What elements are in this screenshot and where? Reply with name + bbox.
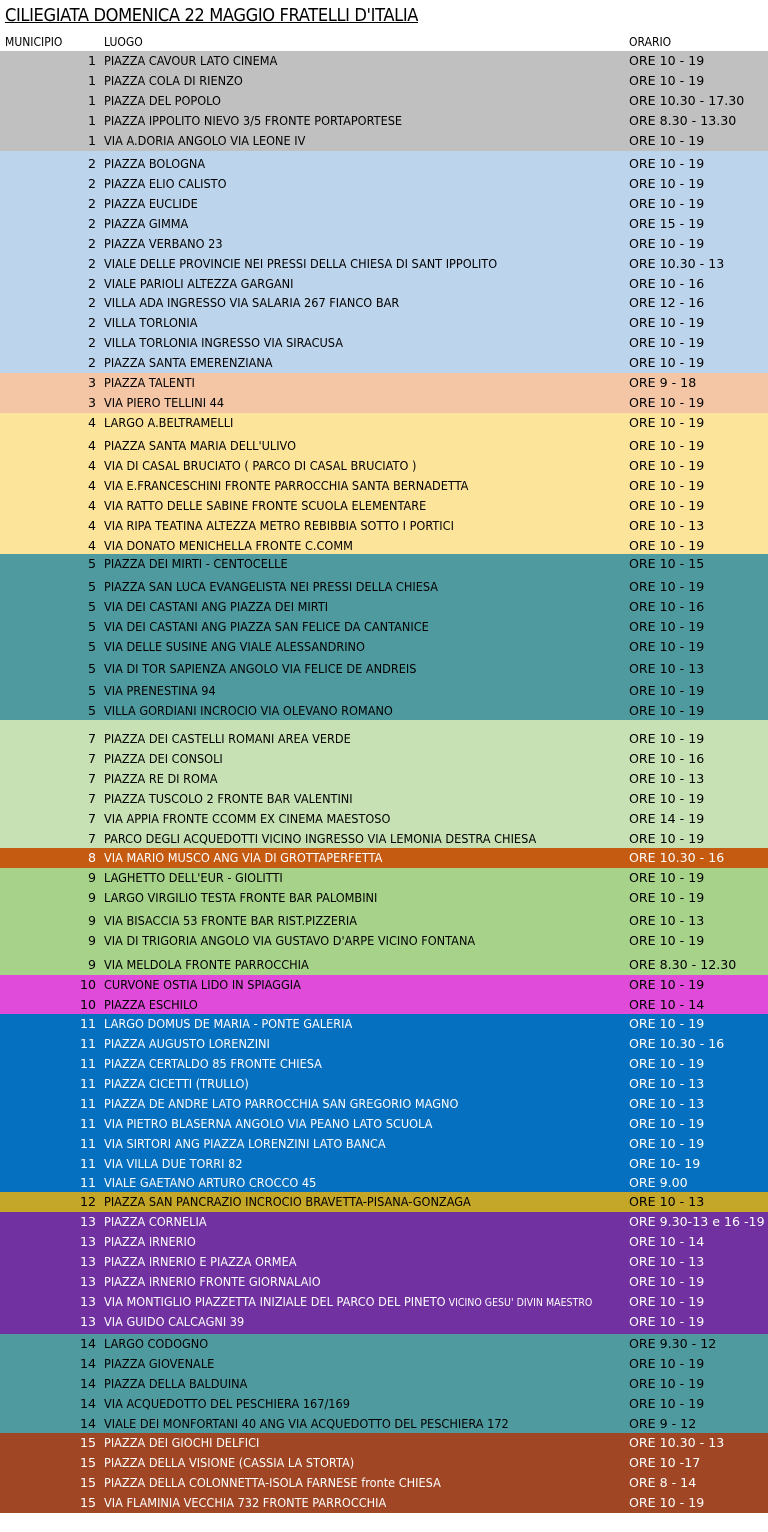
municipio-number: 5 bbox=[87, 599, 96, 614]
municipio-5-band bbox=[0, 554, 768, 720]
location-name: PIAZZA IRNERIO FRONTE GIORNALAIO bbox=[104, 1274, 321, 1289]
municipio-number: 11 bbox=[79, 1136, 96, 1151]
municipio-9-band bbox=[0, 868, 768, 975]
municipio-number: 7 bbox=[87, 771, 96, 786]
opening-hours: ORE 10 - 19 bbox=[629, 870, 705, 885]
location-name: PIAZZA CORNELIA bbox=[104, 1214, 207, 1229]
municipio-number: 2 bbox=[87, 315, 96, 330]
municipio-number: 13 bbox=[79, 1274, 96, 1289]
location-name: VIA A.DORIA ANGOLO VIA LEONE IV bbox=[104, 133, 306, 148]
opening-hours: ORE 10 - 14 bbox=[629, 1234, 705, 1249]
location-name: VIA APPIA FRONTE CCOMM EX CINEMA MAESTOSO bbox=[104, 811, 391, 826]
municipio-number: 14 bbox=[79, 1336, 96, 1351]
opening-hours: ORE 10 - 13 bbox=[629, 518, 705, 533]
opening-hours: ORE 10 - 19 bbox=[629, 703, 705, 718]
opening-hours: ORE 10 - 13 bbox=[629, 1254, 705, 1269]
municipio-number: 9 bbox=[87, 913, 96, 928]
location-name: VILLA TORLONIA bbox=[104, 315, 198, 330]
municipio-number: 2 bbox=[87, 355, 96, 370]
opening-hours: ORE 10 - 19 bbox=[629, 1314, 705, 1329]
location-name: PIAZZA VERBANO 23 bbox=[104, 236, 223, 251]
municipio-number: 11 bbox=[79, 1056, 96, 1071]
municipio-number: 2 bbox=[87, 256, 96, 271]
location-name: PARCO DEGLI ACQUEDOTTI VICINO INGRESSO VIA LEMONIA DESTRA CHIESA bbox=[104, 831, 537, 846]
municipio-number: 5 bbox=[87, 661, 96, 676]
opening-hours: ORE 10 - 13 bbox=[629, 913, 705, 928]
municipio-13-band bbox=[0, 1212, 768, 1334]
location-name: PIAZZA DELLA BALDUINA bbox=[104, 1376, 248, 1391]
location-name bbox=[104, 1292, 592, 1313]
location-name: VIA DEI CASTANI ANG PIAZZA SAN FELICE DA CANTANICE bbox=[104, 619, 429, 634]
opening-hours: ORE 12 - 16 bbox=[629, 295, 705, 310]
opening-hours: ORE 14 - 19 bbox=[629, 811, 705, 826]
opening-hours: ORE 10 - 15 bbox=[629, 556, 705, 571]
location-name: PIAZZA TALENTI bbox=[104, 375, 195, 390]
opening-hours: ORE 10 - 19 bbox=[629, 977, 705, 992]
location-main: VIA MONTIGLIO PIAZZETTA INIZIALE DEL PARCO DEL PINETO bbox=[104, 1294, 446, 1309]
opening-hours: ORE 10 - 19 bbox=[629, 579, 705, 594]
opening-hours: ORE 10.30 - 13 bbox=[629, 1435, 725, 1450]
location-name: PIAZZA RE DI ROMA bbox=[104, 771, 218, 786]
municipio-number: 11 bbox=[79, 1036, 96, 1051]
municipio-number: 7 bbox=[87, 791, 96, 806]
municipio-number: 1 bbox=[87, 93, 96, 108]
municipio-number: 5 bbox=[87, 579, 96, 594]
location-name: VIA E.FRANCESCHINI FRONTE PARROCCHIA SANTA BERNADETTA bbox=[104, 478, 469, 493]
location-name: PIAZZA DEL POPOLO bbox=[104, 93, 221, 108]
municipio-number: 7 bbox=[87, 811, 96, 826]
municipio-number: 14 bbox=[79, 1396, 96, 1411]
location-name: PIAZZA IPPOLITO NIEVO 3/5 FRONTE PORTAPORTESE bbox=[104, 113, 403, 128]
location-name: VIA PIETRO BLASERNA ANGOLO VIA PEANO LATO SCUOLA bbox=[104, 1116, 433, 1131]
municipio-number: 1 bbox=[87, 73, 96, 88]
opening-hours: ORE 10 - 16 bbox=[629, 751, 705, 766]
municipio-number: 8 bbox=[87, 850, 96, 865]
municipio-number: 11 bbox=[79, 1016, 96, 1031]
opening-hours: ORE 10 - 13 bbox=[629, 1194, 705, 1209]
opening-hours: ORE 10.30 - 17.30 bbox=[629, 93, 745, 108]
municipio-number: 1 bbox=[87, 113, 96, 128]
opening-hours: ORE 10 - 19 bbox=[629, 315, 705, 330]
location-name: PIAZZA COLA DI RIENZO bbox=[104, 73, 243, 88]
location-name: VIA SIRTORI ANG PIAZZA LORENZINI LATO BANCA bbox=[104, 1136, 386, 1151]
opening-hours: ORE 9 - 12 bbox=[629, 1416, 697, 1431]
opening-hours: ORE 10 - 19 bbox=[629, 498, 705, 513]
municipio-number: 11 bbox=[79, 1076, 96, 1091]
location-name: VILLA ADA INGRESSO VIA SALARIA 267 FIANCO BAR bbox=[104, 295, 400, 310]
opening-hours: ORE 10 - 19 bbox=[629, 933, 705, 948]
location-name: PIAZZA DEI CASTELLI ROMANI AREA VERDE bbox=[104, 731, 351, 746]
opening-hours: ORE 10.30 - 16 bbox=[629, 850, 725, 865]
header-orario: ORARIO bbox=[629, 35, 672, 49]
location-name: VIA RATTO DELLE SABINE FRONTE SCUOLA ELEMENTARE bbox=[104, 498, 427, 513]
municipio-number: 11 bbox=[79, 1096, 96, 1111]
opening-hours: ORE 10 - 13 bbox=[629, 661, 705, 676]
location-name: VIA ACQUEDOTTO DEL PESCHIERA 167/169 bbox=[104, 1396, 350, 1411]
municipio-number: 4 bbox=[87, 498, 96, 513]
location-name: PIAZZA GIOVENALE bbox=[104, 1356, 215, 1371]
municipio-number: 1 bbox=[87, 133, 96, 148]
municipio-number: 15 bbox=[79, 1475, 96, 1490]
opening-hours: ORE 10 - 19 bbox=[629, 639, 705, 654]
opening-hours: ORE 10 - 19 bbox=[629, 1356, 705, 1371]
location-name: VIA DONATO MENICHELLA FRONTE C.COMM bbox=[104, 538, 353, 553]
opening-hours: ORE 10 - 19 bbox=[629, 236, 705, 251]
location-name: CURVONE OSTIA LIDO IN SPIAGGIA bbox=[104, 977, 301, 992]
opening-hours: ORE 10 - 13 bbox=[629, 1096, 705, 1111]
opening-hours: ORE 10 - 19 bbox=[629, 731, 705, 746]
municipio-number: 2 bbox=[87, 216, 96, 231]
opening-hours: ORE 9.30 - 12 bbox=[629, 1336, 717, 1351]
municipio-number: 10 bbox=[79, 977, 96, 992]
municipio-14-band bbox=[0, 1334, 768, 1433]
location-name: VIA PRENESTINA 94 bbox=[104, 683, 216, 698]
location-name: VIA RIPA TEATINA ALTEZZA METRO REBIBBIA SOTTO I PORTICI bbox=[104, 518, 454, 533]
location-name: VIALE PARIOLI ALTEZZA GARGANI bbox=[104, 276, 294, 291]
location-name: VIA BISACCIA 53 FRONTE BAR RIST.PIZZERIA bbox=[104, 913, 358, 928]
opening-hours: ORE 10 - 19 bbox=[629, 1495, 705, 1510]
municipio-7-band bbox=[0, 720, 768, 848]
municipio-number: 9 bbox=[87, 957, 96, 972]
opening-hours: ORE 9 - 18 bbox=[629, 375, 697, 390]
municipio-number: 14 bbox=[79, 1356, 96, 1371]
municipio-number: 15 bbox=[79, 1455, 96, 1470]
opening-hours: ORE 10 - 16 bbox=[629, 599, 705, 614]
municipio-number: 5 bbox=[87, 556, 96, 571]
location-name: VIA MELDOLA FRONTE PARROCCHIA bbox=[104, 957, 309, 972]
opening-hours: ORE 10 - 14 bbox=[629, 997, 705, 1012]
municipio-number: 2 bbox=[87, 236, 96, 251]
municipio-1-band bbox=[0, 51, 768, 151]
opening-hours: ORE 10 - 19 bbox=[629, 176, 705, 191]
location-name: VIA FLAMINIA VECCHIA 732 FRONTE PARROCCHIA bbox=[104, 1495, 387, 1510]
location-name: VIA PIERO TELLINI 44 bbox=[104, 395, 225, 410]
location-name: VIA MARIO MUSCO ANG VIA DI GROTTAPERFETTA bbox=[104, 850, 383, 865]
opening-hours: ORE 10 - 19 bbox=[629, 156, 705, 171]
location-note: VICINO GESU' DIVIN MAESTRO bbox=[445, 1297, 593, 1309]
municipio-number: 2 bbox=[87, 335, 96, 350]
location-name: PIAZZA SAN LUCA EVANGELISTA NEI PRESSI DELLA CHIESA bbox=[104, 579, 439, 594]
location-name: PIAZZA CERTALDO 85 FRONTE CHIESA bbox=[104, 1056, 322, 1071]
municipio-11-band bbox=[0, 1014, 768, 1192]
municipio-number: 4 bbox=[87, 478, 96, 493]
municipio-number: 4 bbox=[87, 458, 96, 473]
municipio-number: 15 bbox=[79, 1435, 96, 1450]
municipio-number: 1 bbox=[87, 53, 96, 68]
location-name: PIAZZA IRNERIO bbox=[104, 1234, 196, 1249]
municipio-15-band bbox=[0, 1433, 768, 1513]
location-name: PIAZZA DEI MIRTI - CENTOCELLE bbox=[104, 556, 288, 571]
municipio-number: 10 bbox=[79, 997, 96, 1012]
municipio-number: 4 bbox=[87, 518, 96, 533]
location-name: PIAZZA SANTA EMERENZIANA bbox=[104, 355, 273, 370]
opening-hours: ORE 10 - 19 bbox=[629, 1016, 705, 1031]
opening-hours: ORE 10 - 19 bbox=[629, 1396, 705, 1411]
location-name: PIAZZA IRNERIO E PIAZZA ORMEA bbox=[104, 1254, 297, 1269]
opening-hours: ORE 10 - 19 bbox=[629, 196, 705, 211]
location-name: LAGHETTO DELL'EUR - GIOLITTI bbox=[104, 870, 283, 885]
municipio-number: 13 bbox=[79, 1314, 96, 1329]
location-name: VILLA TORLONIA INGRESSO VIA SIRACUSA bbox=[104, 335, 343, 350]
opening-hours: ORE 8.30 - 13.30 bbox=[629, 113, 737, 128]
opening-hours: ORE 10 - 19 bbox=[629, 1376, 705, 1391]
location-name: VILLA GORDIANI INCROCIO VIA OLEVANO ROMANO bbox=[104, 703, 393, 718]
opening-hours: ORE 10 - 19 bbox=[629, 791, 705, 806]
opening-hours: ORE 10 -17 bbox=[629, 1455, 701, 1470]
municipio-number: 13 bbox=[79, 1214, 96, 1229]
opening-hours: ORE 10 - 19 bbox=[629, 73, 705, 88]
municipio-number: 13 bbox=[79, 1294, 96, 1309]
municipio-number: 4 bbox=[87, 438, 96, 453]
opening-hours: ORE 10 - 19 bbox=[629, 1136, 705, 1151]
location-name: PIAZZA BOLOGNA bbox=[104, 156, 206, 171]
opening-hours: ORE 10 - 19 bbox=[629, 458, 705, 473]
location-name: VIALE DELLE PROVINCIE NEI PRESSI DELLA CHIESA DI SANT IPPOLITO bbox=[104, 256, 498, 271]
opening-hours: ORE 10 - 19 bbox=[629, 683, 705, 698]
opening-hours: ORE 9.00 bbox=[629, 1175, 688, 1190]
municipio-3-band bbox=[0, 373, 768, 413]
location-name: PIAZZA ELIO CALISTO bbox=[104, 176, 227, 191]
opening-hours: ORE 10 - 19 bbox=[629, 890, 705, 905]
municipio-number: 7 bbox=[87, 731, 96, 746]
municipio-number: 5 bbox=[87, 639, 96, 654]
opening-hours: ORE 10 - 19 bbox=[629, 415, 705, 430]
municipio-number: 11 bbox=[79, 1175, 96, 1190]
municipio-number: 11 bbox=[79, 1116, 96, 1131]
location-name: LARGO DOMUS DE MARIA - PONTE GALERIA bbox=[104, 1016, 353, 1031]
municipio-number: 2 bbox=[87, 196, 96, 211]
opening-hours: ORE 10 - 19 bbox=[629, 1294, 705, 1309]
municipio-number: 5 bbox=[87, 703, 96, 718]
municipio-number: 11 bbox=[79, 1156, 96, 1171]
location-name: VIA VILLA DUE TORRI 82 bbox=[104, 1156, 243, 1171]
opening-hours: ORE 10 - 19 bbox=[629, 355, 705, 370]
location-name: VIA GUIDO CALCAGNI 39 bbox=[104, 1314, 245, 1329]
location-name: VIA DELLE SUSINE ANG VIALE ALESSANDRINO bbox=[104, 639, 365, 654]
opening-hours: ORE 10 - 19 bbox=[629, 1274, 705, 1289]
municipio-number: 9 bbox=[87, 870, 96, 885]
location-name: PIAZZA CICETTI (TRULLO) bbox=[104, 1076, 249, 1091]
location-name: VIA DI TOR SAPIENZA ANGOLO VIA FELICE DE ANDREIS bbox=[104, 661, 417, 676]
municipio-number: 2 bbox=[87, 276, 96, 291]
opening-hours: ORE 8 - 14 bbox=[629, 1475, 697, 1490]
opening-hours: ORE 10 - 19 bbox=[629, 478, 705, 493]
municipio-number: 13 bbox=[79, 1234, 96, 1249]
location-name: PIAZZA DEI GIOCHI DELFICI bbox=[104, 1435, 260, 1450]
opening-hours: ORE 10 - 19 bbox=[629, 438, 705, 453]
opening-hours: ORE 10 - 19 bbox=[629, 619, 705, 634]
opening-hours: ORE 10.30 - 13 bbox=[629, 256, 725, 271]
location-name: LARGO VIRGILIO TESTA FRONTE BAR PALOMBINI bbox=[104, 890, 378, 905]
municipio-number: 13 bbox=[79, 1254, 96, 1269]
location-name: PIAZZA DEI CONSOLI bbox=[104, 751, 223, 766]
opening-hours: ORE 10 - 19 bbox=[629, 538, 705, 553]
opening-hours: ORE 10 - 19 bbox=[629, 335, 705, 350]
location-name: PIAZZA DE ANDRE LATO PARROCCHIA SAN GREGORIO MAGNO bbox=[104, 1096, 459, 1111]
municipio-number: 2 bbox=[87, 176, 96, 191]
municipio-8-band bbox=[0, 848, 768, 868]
header-municipio: MUNICIPIO bbox=[5, 35, 63, 49]
opening-hours: ORE 10 - 19 bbox=[629, 1056, 705, 1071]
location-name: PIAZZA SANTA MARIA DELL'ULIVO bbox=[104, 438, 297, 453]
municipio-number: 15 bbox=[79, 1495, 96, 1510]
municipio-number: 7 bbox=[87, 751, 96, 766]
municipio-number: 7 bbox=[87, 831, 96, 846]
location-name: PIAZZA TUSCOLO 2 FRONTE BAR VALENTINI bbox=[104, 791, 353, 806]
location-name: LARGO A.BELTRAMELLI bbox=[104, 415, 234, 430]
municipio-number: 5 bbox=[87, 683, 96, 698]
location-name: VIA DEI CASTANI ANG PIAZZA DEI MIRTI bbox=[104, 599, 329, 614]
location-name: VIA DI CASAL BRUCIATO ( PARCO DI CASAL BRUCIATO ) bbox=[104, 458, 417, 473]
location-name: PIAZZA DELLA COLONNETTA-ISOLA FARNESE fronte CHIESA bbox=[104, 1475, 441, 1490]
municipio-number: 12 bbox=[79, 1194, 96, 1209]
location-name: PIAZZA GIMMA bbox=[104, 216, 189, 231]
location-name: PIAZZA SAN PANCRAZIO INCROCIO BRAVETTA-PISANA-GONZAGA bbox=[104, 1194, 471, 1209]
municipio-number: 9 bbox=[87, 933, 96, 948]
municipio-number: 2 bbox=[87, 295, 96, 310]
location-name: PIAZZA AUGUSTO LORENZINI bbox=[104, 1036, 270, 1051]
page-title: CILIEGIATA DOMENICA 22 MAGGIO FRATELLI D'ITALIA bbox=[5, 6, 419, 26]
location-name: LARGO CODOGNO bbox=[104, 1336, 209, 1351]
opening-hours: ORE 10 - 19 bbox=[629, 831, 705, 846]
municipio-10-band bbox=[0, 975, 768, 1014]
opening-hours: ORE 10 - 19 bbox=[629, 1116, 705, 1131]
municipio-number: 4 bbox=[87, 415, 96, 430]
opening-hours: ORE 9.30-13 e 16 -19 bbox=[629, 1214, 765, 1229]
municipio-4-band bbox=[0, 413, 768, 554]
opening-hours: ORE 10 - 13 bbox=[629, 1076, 705, 1091]
opening-hours: ORE 8.30 - 12.30 bbox=[629, 957, 737, 972]
municipio-number: 9 bbox=[87, 890, 96, 905]
location-name: PIAZZA ESCHILO bbox=[104, 997, 198, 1012]
municipio-number: 5 bbox=[87, 619, 96, 634]
opening-hours: ORE 10 - 19 bbox=[629, 133, 705, 148]
municipio-number: 4 bbox=[87, 538, 96, 553]
opening-hours: ORE 15 - 19 bbox=[629, 216, 705, 231]
location-name: PIAZZA CAVOUR LATO CINEMA bbox=[104, 53, 278, 68]
location-name: VIALE DEI MONFORTANI 40 ANG VIA ACQUEDOTTO DEL PESCHIERA 172 bbox=[104, 1416, 509, 1431]
opening-hours: ORE 10 - 19 bbox=[629, 53, 705, 68]
municipio-number: 14 bbox=[79, 1376, 96, 1391]
municipio-number: 2 bbox=[87, 156, 96, 171]
opening-hours: ORE 10 - 16 bbox=[629, 276, 705, 291]
location-name: VIA DI TRIGORIA ANGOLO VIA GUSTAVO D'ARPE VICINO FONTANA bbox=[104, 933, 476, 948]
location-name: PIAZZA DELLA VISIONE (CASSIA LA STORTA) bbox=[104, 1455, 355, 1470]
municipio-2-band bbox=[0, 151, 768, 373]
opening-hours: ORE 10.30 - 16 bbox=[629, 1036, 725, 1051]
opening-hours: ORE 10- 19 bbox=[629, 1156, 701, 1171]
municipio-number: 3 bbox=[87, 395, 96, 410]
municipio-12-band bbox=[0, 1192, 768, 1212]
location-name: PIAZZA EUCLIDE bbox=[104, 196, 198, 211]
header-luogo: LUOGO bbox=[104, 35, 143, 49]
opening-hours: ORE 10 - 13 bbox=[629, 771, 705, 786]
municipio-number: 3 bbox=[87, 375, 96, 390]
opening-hours: ORE 10 - 19 bbox=[629, 395, 705, 410]
location-name: VIALE GAETANO ARTURO CROCCO 45 bbox=[104, 1175, 317, 1190]
municipio-number: 14 bbox=[79, 1416, 96, 1431]
